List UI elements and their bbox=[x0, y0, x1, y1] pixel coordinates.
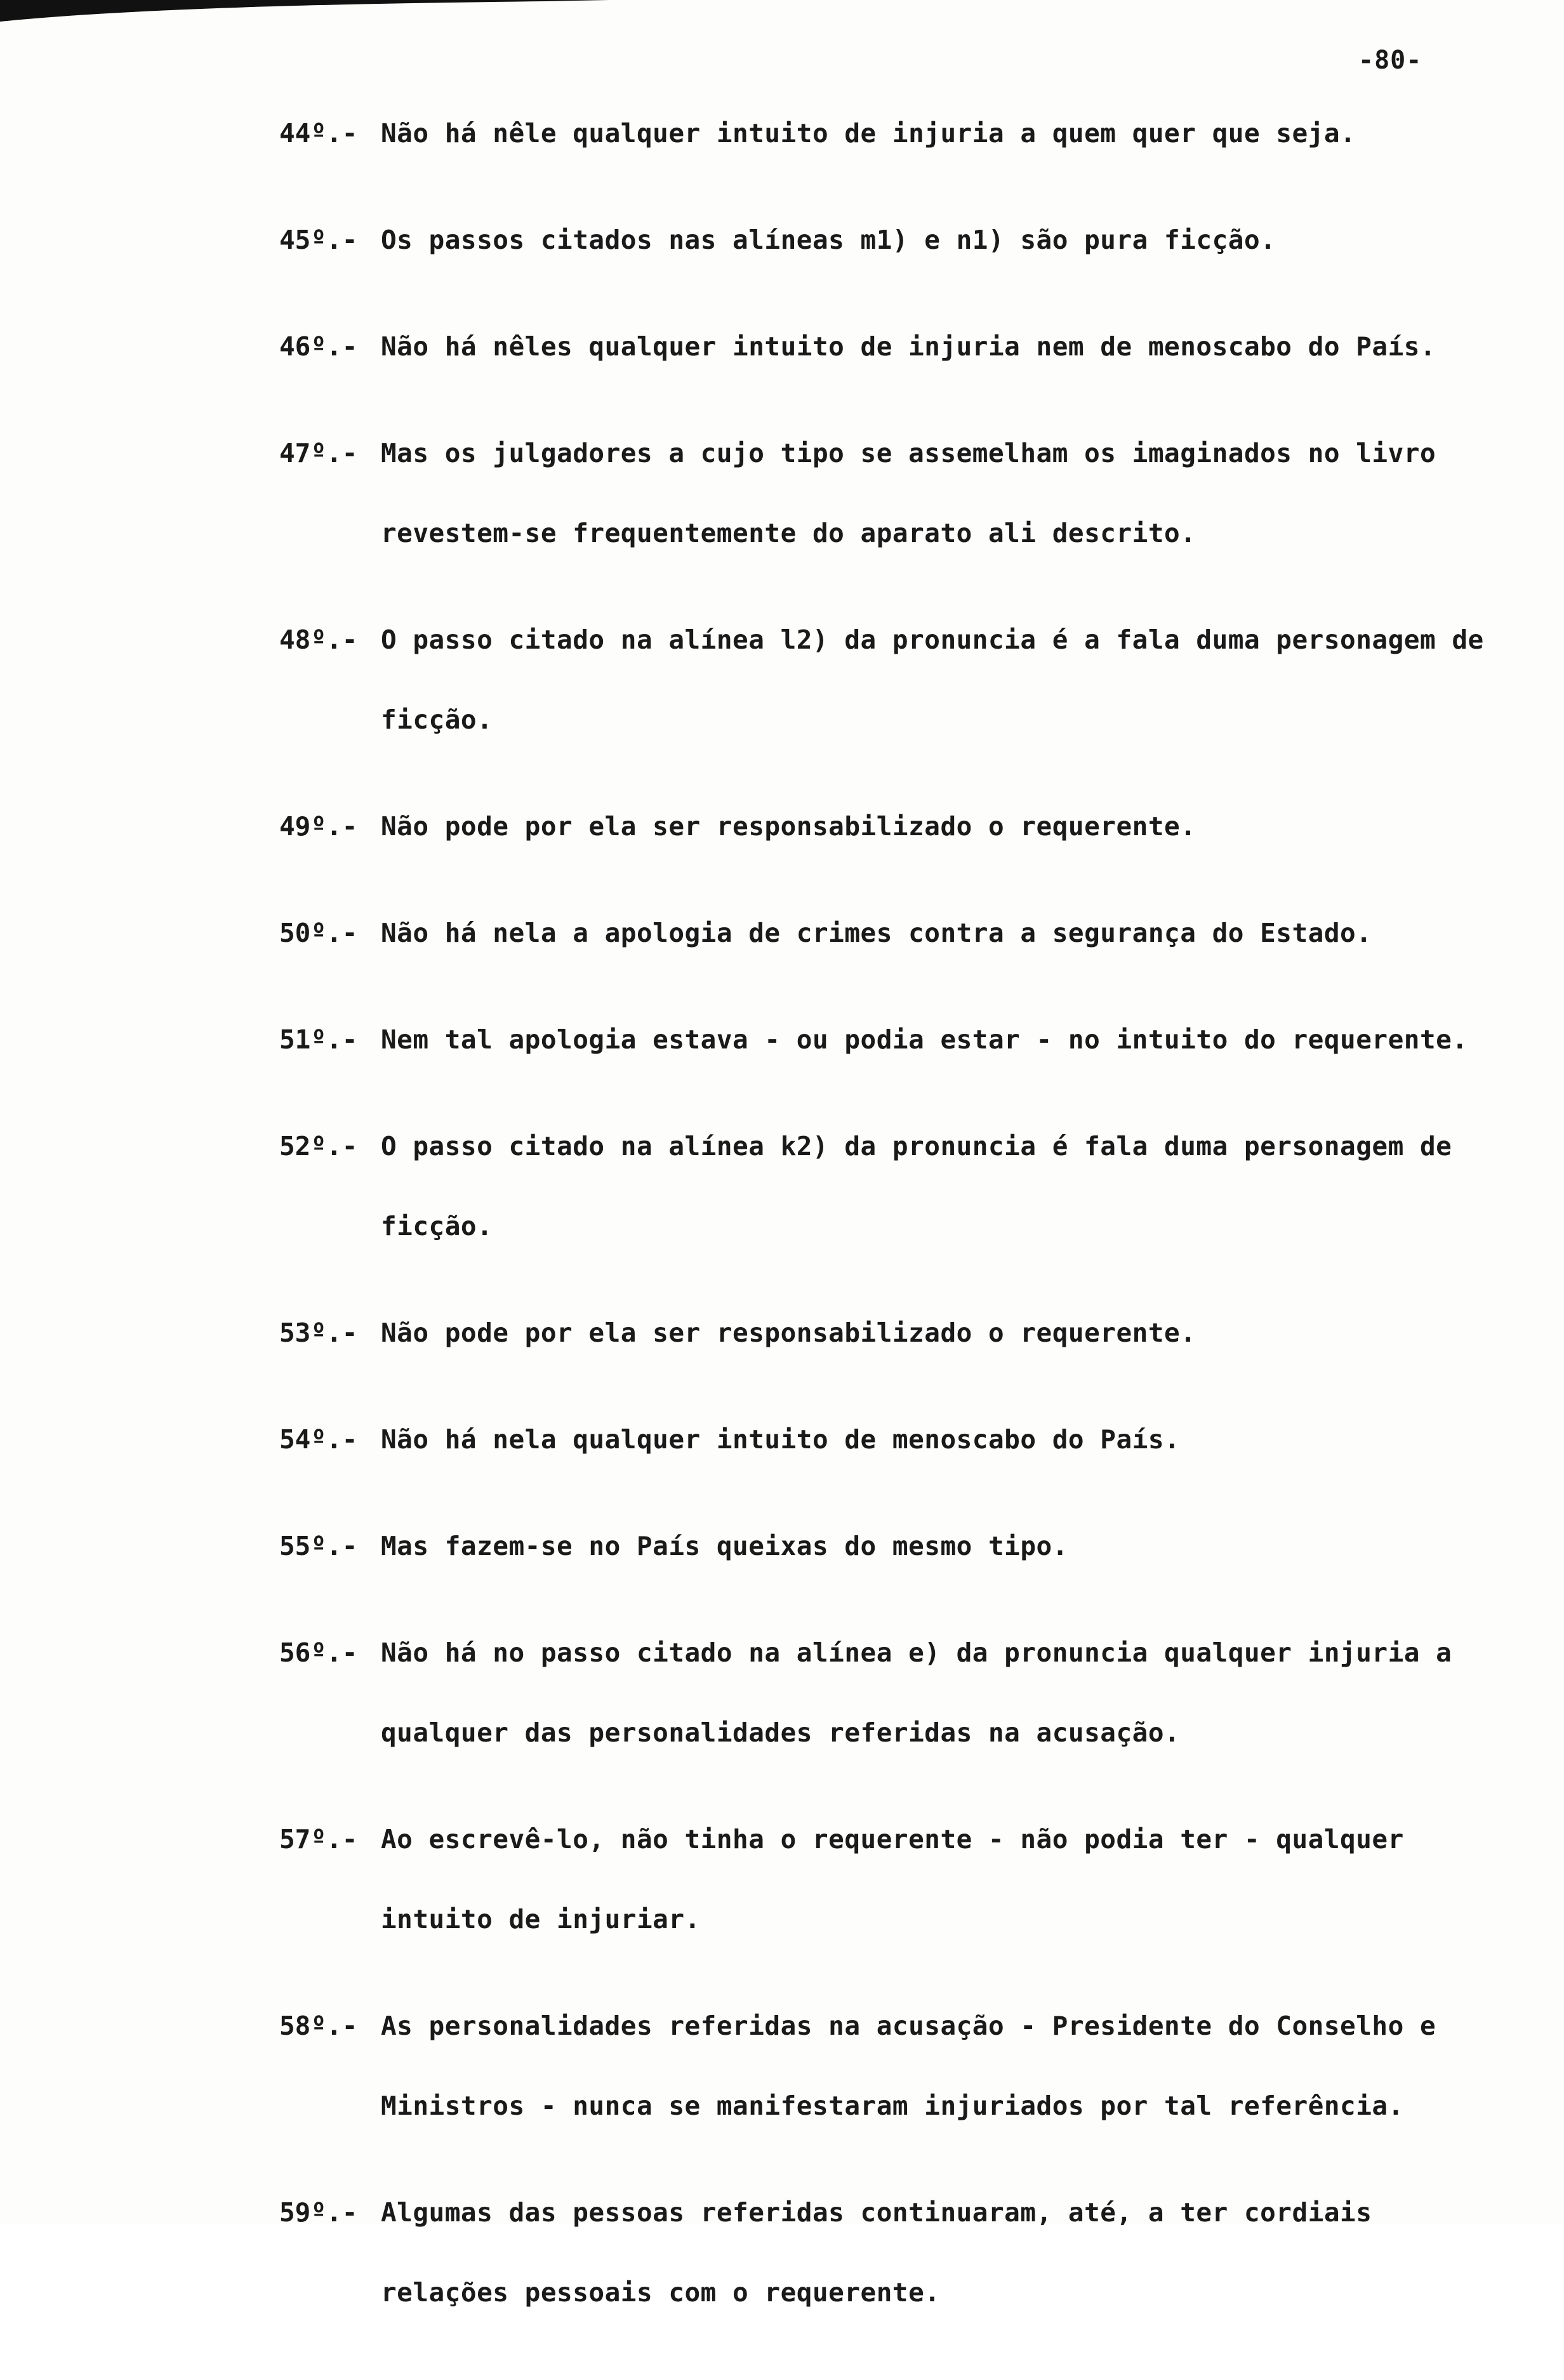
article-text: Os passos citados nas alíneas m1) e n1) são pura ficção. bbox=[381, 225, 1276, 255]
article-number: 52º.- bbox=[279, 1131, 358, 1161]
article-number: 46º.- bbox=[279, 331, 358, 362]
article-text: Mas fazem-se no País queixas do mesmo tipo. bbox=[381, 1531, 1068, 1561]
article-text: Algumas das pessoas referidas continuaram, até, a ter cordiais relações pessoais com o requerente. bbox=[381, 2197, 1372, 2308]
article-number: 49º.- bbox=[279, 811, 358, 842]
article-number: 47º.- bbox=[279, 438, 358, 468]
article-text: Não há nêle qualquer intuito de injuria a quem quer que seja. bbox=[381, 118, 1356, 149]
article-47 bbox=[279, 413, 1504, 573]
article-number: 54º.- bbox=[279, 1424, 358, 1455]
article-text: O passo citado na alínea k2) da pronuncia é fala duma personagem de ficção. bbox=[381, 1131, 1452, 1241]
article-text: Ao escrevê-lo, não tinha o requerente - não podia ter - qualquer intuito de injuriar. bbox=[381, 1824, 1404, 1934]
article-text: Nem tal apologia estava - ou podia estar - no intuito do requerente. bbox=[381, 1024, 1468, 1055]
article-number: 55º.- bbox=[279, 1531, 358, 1561]
article-45 bbox=[279, 221, 1504, 259]
page-number: -80- bbox=[1358, 46, 1422, 75]
article-56 bbox=[279, 1613, 1504, 1773]
article-49 bbox=[279, 807, 1504, 845]
article-57 bbox=[279, 1799, 1504, 1959]
article-text: Não há no passo citado na alínea e) da pronuncia qualquer injuria a qualquer das personalidades referidas na acusação. bbox=[381, 1637, 1452, 1748]
article-59 bbox=[279, 2172, 1504, 2332]
article-text: Não há nêles qualquer intuito de injuria nem de menoscabo do País. bbox=[381, 331, 1436, 362]
article-list bbox=[279, 114, 1504, 2380]
article-number: 56º.- bbox=[279, 1637, 358, 1668]
article-number: 58º.- bbox=[279, 2011, 358, 2041]
article-number: 45º.- bbox=[279, 225, 358, 255]
article-text: O passo citado na alínea l2) da pronuncia é a fala duma personagem de ficção. bbox=[381, 625, 1484, 735]
article-number: 59º.- bbox=[279, 2197, 358, 2228]
article-58 bbox=[279, 1986, 1504, 2146]
article-54 bbox=[279, 1420, 1504, 1458]
article-text: Mas os julgadores a cujo tipo se assemelham os imaginados no livro revestem-se frequentemente do aparato ali descrito. bbox=[381, 438, 1436, 548]
article-text: Não há nela a apologia de crimes contra a segurança do Estado. bbox=[381, 918, 1372, 948]
article-number: 57º.- bbox=[279, 1824, 358, 1854]
article-text: Não há nela qualquer intuito de menoscabo do País. bbox=[381, 1424, 1181, 1455]
article-55 bbox=[279, 1527, 1504, 1565]
article-text: Não pode por ela ser responsabilizado o requerente. bbox=[381, 811, 1196, 842]
article-number: 50º.- bbox=[279, 918, 358, 948]
article-53 bbox=[279, 1314, 1504, 1352]
article-48 bbox=[279, 600, 1504, 760]
article-number: 51º.- bbox=[279, 1024, 358, 1055]
article-text: As personalidades referidas na acusação - Presidente do Conselho e Ministros - nunca se manifestaram injuriados por tal referência. bbox=[381, 2011, 1436, 2121]
scan-edge-mark bbox=[0, 0, 635, 25]
article-50 bbox=[279, 914, 1504, 952]
article-44 bbox=[279, 114, 1504, 152]
article-52 bbox=[279, 1106, 1504, 1266]
article-number: 48º.- bbox=[279, 625, 358, 655]
article-number: 53º.- bbox=[279, 1318, 358, 1348]
article-46 bbox=[279, 327, 1504, 366]
article-number: 44º.- bbox=[279, 118, 358, 149]
article-51 bbox=[279, 1021, 1504, 1059]
article-text: Não pode por ela ser responsabilizado o requerente. bbox=[381, 1318, 1196, 1348]
